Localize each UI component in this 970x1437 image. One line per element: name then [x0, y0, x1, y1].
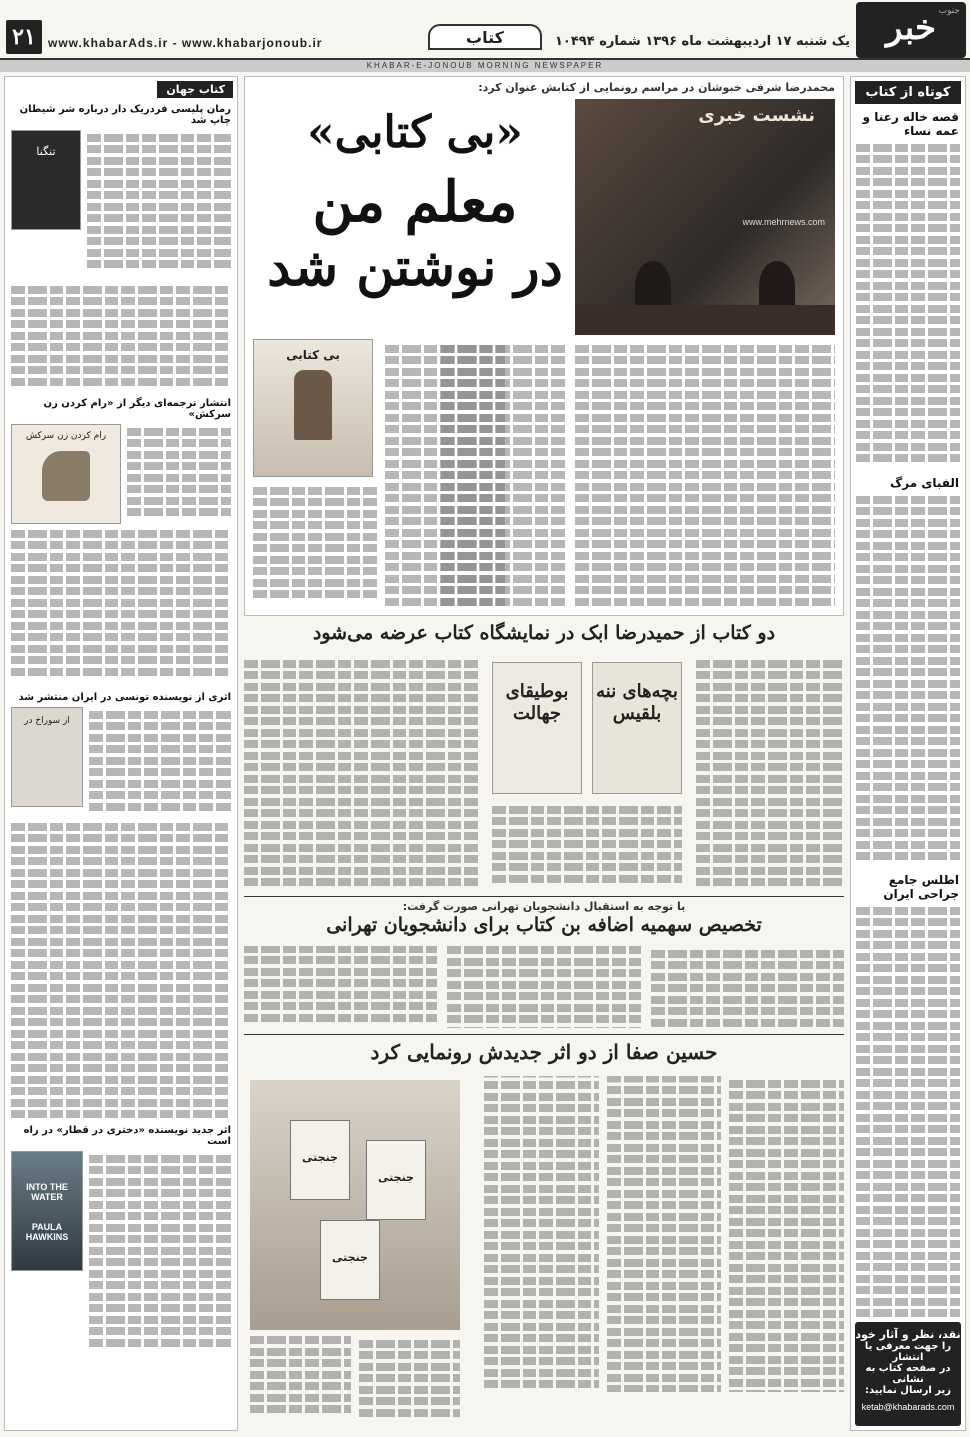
book-cover-botighaye-jahalat	[492, 662, 582, 794]
book-cover-title: بوطیقای جهالت	[505, 681, 569, 724]
section-title: کتاب	[428, 24, 542, 50]
story4-headline: حسین صفا از دو اثر جدیدش رونمایی کرد	[370, 1040, 718, 1064]
book-cover-title: بی کتابی	[286, 348, 340, 362]
right-column	[850, 76, 966, 1431]
right-item-text	[851, 903, 965, 1333]
story2-headline: دو کتاب از حمیدرضا ابک در نمایشگاه کتاب عرضه می‌شود	[312, 622, 776, 644]
website-urls[interactable]: www.khabarAds.ir - www.khabarjonoub.ir	[48, 36, 323, 50]
promo-email-link[interactable]: ketab@khabarads.com	[861, 1402, 955, 1412]
main-headline-line2: معلم من	[312, 169, 518, 235]
book-cover-bache-ha	[592, 662, 682, 794]
page-number: ۲۱	[6, 20, 42, 54]
main-story-text	[575, 341, 835, 611]
book-cover-jenjeti: جنجتی	[290, 1120, 350, 1200]
left-item-text	[5, 282, 237, 392]
left-column-title: کتاب جهان	[157, 81, 233, 98]
main-headline-line1: «بی کتابی»	[307, 107, 523, 158]
left-item-body	[5, 128, 237, 282]
shoe-image	[42, 451, 90, 501]
right-item-title: اطلس جامع جراحی ایران	[883, 873, 959, 901]
left-column	[4, 76, 238, 1431]
book-cover-into-the-water	[11, 1151, 83, 1271]
submission-promo	[855, 1322, 961, 1426]
story2-text	[244, 656, 480, 892]
book-cover-ram-kardan	[11, 424, 121, 524]
main-story-kicker: محمدرضا شرفی خبوشان در مراسم رونمایی از کتابش عنوان کرد:	[478, 81, 835, 94]
promo-line: را جهت معرفی یا انتشار	[864, 1341, 952, 1363]
book-cover-jenjeti: جنجتی	[366, 1140, 426, 1220]
book-cover-title: بچه‌های ننه بلقیس	[596, 681, 678, 724]
right-item-text	[851, 140, 965, 470]
left-item-text	[127, 424, 231, 524]
issue-date: یک شنبه ۱۷ اردیبهشت ماه ۱۳۹۶ شماره ۱۰۴۹۴	[555, 34, 850, 49]
right-item-title: قصه خاله رعنا و عمه نساء	[862, 110, 959, 138]
logo-subtitle: جنوب	[938, 6, 960, 16]
main-story-text	[385, 341, 505, 611]
left-item-text	[5, 526, 237, 686]
story3-headline: تخصیص سهمیه اضافه بن کتاب برای دانشجویان تهرانی	[326, 914, 762, 936]
story2-body	[244, 656, 844, 892]
book-cover-bi-ketabi	[253, 339, 373, 477]
left-item-title: اثری از نویسنده تونسی در ایران منتشر شد	[18, 692, 231, 703]
newspaper-logo: خبر	[856, 2, 966, 58]
main-story	[244, 76, 844, 616]
section-divider	[244, 896, 844, 897]
story3-kicker: با توجه به استقبال دانشجویان تهرانی صورت گرفت:	[402, 900, 686, 913]
promo-line: نقد، نظر و آثار خود	[855, 1328, 961, 1341]
book-cover-tangna: تنگنا	[11, 130, 81, 230]
right-item-title: الفبای مرگ	[889, 476, 959, 490]
main-headline-line3: در نوشتن شد	[267, 237, 563, 298]
speaker-figure	[759, 261, 795, 311]
left-item-body	[5, 422, 237, 526]
speaker-figure	[635, 261, 671, 311]
left-item-title: رمان پلیسی فردریک دار درباره شر شیطان چاپ شد	[19, 104, 231, 126]
story4-text	[484, 1076, 844, 1431]
book-cover-title: INTO THE WATER	[26, 1182, 68, 1202]
left-item-text	[89, 1151, 231, 1351]
book-cover-title: رام کردن زن سرکش	[25, 431, 107, 441]
main-story-text	[253, 483, 379, 611]
book-cover-jenjeti: جنجتی	[320, 1220, 380, 1300]
left-item-text	[87, 130, 231, 280]
book-cover-author: PAULA HAWKINS	[25, 1222, 69, 1242]
book-cover-figure	[294, 370, 332, 440]
book-display-photo	[250, 1080, 460, 1330]
left-item-text	[89, 707, 231, 817]
photo-url-text: www.mehrnews.com	[742, 217, 825, 227]
promo-line: زیر ارسال نمایید:	[865, 1385, 951, 1396]
story4-text	[250, 1336, 460, 1431]
section-divider	[244, 1034, 844, 1035]
right-column-title: کوتاه از کتاب	[855, 81, 961, 104]
left-item-body	[5, 1149, 237, 1353]
story2-text	[492, 802, 682, 892]
story3-text	[244, 946, 844, 1032]
table-shape	[575, 305, 835, 335]
left-item-body	[5, 705, 237, 819]
photo-banner-text: نشست خبری	[698, 105, 815, 126]
strap-line: KHABAR-E-JONOUB MORNING NEWSPAPER	[0, 60, 970, 72]
book-cover-az-sorakh-dar: از سوراخ در	[11, 707, 83, 807]
press-conference-photo	[575, 99, 835, 335]
left-item-title: انتشار ترجمه‌ای دیگر از «رام کردن زن سرکش»	[43, 398, 231, 420]
left-item-title: اثر جدید نویسنده «دختری در قطار» در راه است	[23, 1125, 231, 1147]
right-item-text	[851, 492, 965, 867]
story2-text	[696, 656, 844, 892]
left-item-text	[5, 819, 237, 1119]
promo-line: در صفحه کتاب به نشانی	[865, 1363, 951, 1385]
